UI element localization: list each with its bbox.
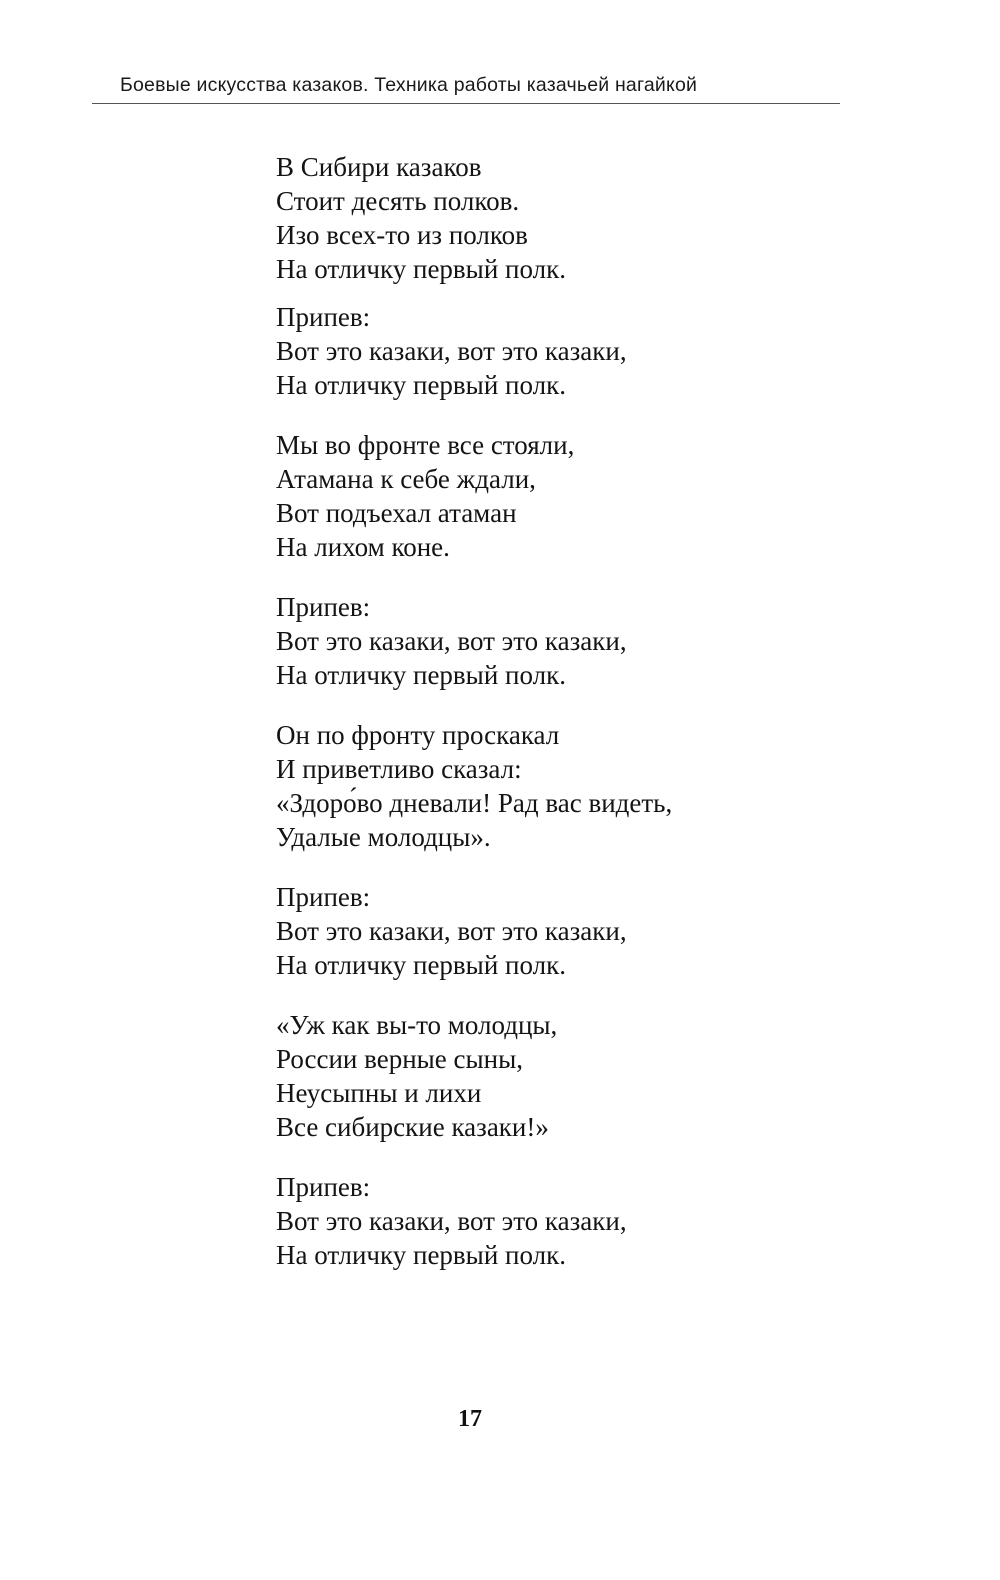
poem-line: Вот это казаки, вот это казаки, <box>276 626 627 656</box>
chorus-stanza <box>276 1170 796 1272</box>
chorus-stanza <box>276 590 796 692</box>
poem-line: На отличку первый полк. <box>276 1240 566 1270</box>
poem-line: Все сибирские казаки!» <box>276 1112 549 1142</box>
chorus-label: Припев: <box>276 592 371 622</box>
poem-line: Он по фронту проскакал <box>276 720 560 750</box>
chorus-label: Припев: <box>276 1172 371 1202</box>
running-header: Боевые искусства казаков. Техника работы казачьей нагайкой <box>120 74 698 96</box>
chorus-stanza <box>276 300 796 402</box>
poem-line: Вот это казаки, вот это казаки, <box>276 336 627 366</box>
stanza <box>276 1008 796 1144</box>
poem-line: На отличку первый полк. <box>276 660 566 690</box>
poem-line: На лихом коне. <box>276 532 450 562</box>
poem-line: На отличку первый полк. <box>276 254 566 284</box>
header-rule <box>92 103 840 104</box>
poem <box>276 150 796 1272</box>
poem-line: На отличку первый полк. <box>276 370 566 400</box>
poem-line: Вот это казаки, вот это казаки, <box>276 1206 627 1236</box>
poem-line: «Здоро́во дневали! Рад вас видеть, <box>276 788 673 818</box>
poem-line: Вот подъехал атаман <box>276 498 517 528</box>
poem-line: В Сибири казаков <box>276 152 482 182</box>
poem-line: Вот это казаки, вот это казаки, <box>276 916 627 946</box>
poem-line: «Уж как вы-то молодцы, <box>276 1010 558 1040</box>
poem-line: Мы во фронте все стояли, <box>276 430 575 460</box>
poem-line: России верные сыны, <box>276 1044 523 1074</box>
stanza <box>276 150 796 286</box>
stanza <box>276 718 796 854</box>
poem-line: Стоит десять полков. <box>276 186 520 216</box>
chorus-stanza <box>276 880 796 982</box>
poem-line: Неусыпны и лихи <box>276 1078 482 1108</box>
poem-line: На отличку первый полк. <box>276 950 566 980</box>
stanza <box>276 428 796 564</box>
chorus-label: Припев: <box>276 302 371 332</box>
poem-line: Изо всех-то из полков <box>276 220 528 250</box>
poem-line: Атамана к себе ждали, <box>276 464 536 494</box>
chorus-label: Припев: <box>276 882 371 912</box>
page-number: 17 <box>458 1406 482 1432</box>
poem-line: И приветливо сказал: <box>276 754 522 784</box>
poem-line: Удалые молодцы». <box>276 822 491 852</box>
